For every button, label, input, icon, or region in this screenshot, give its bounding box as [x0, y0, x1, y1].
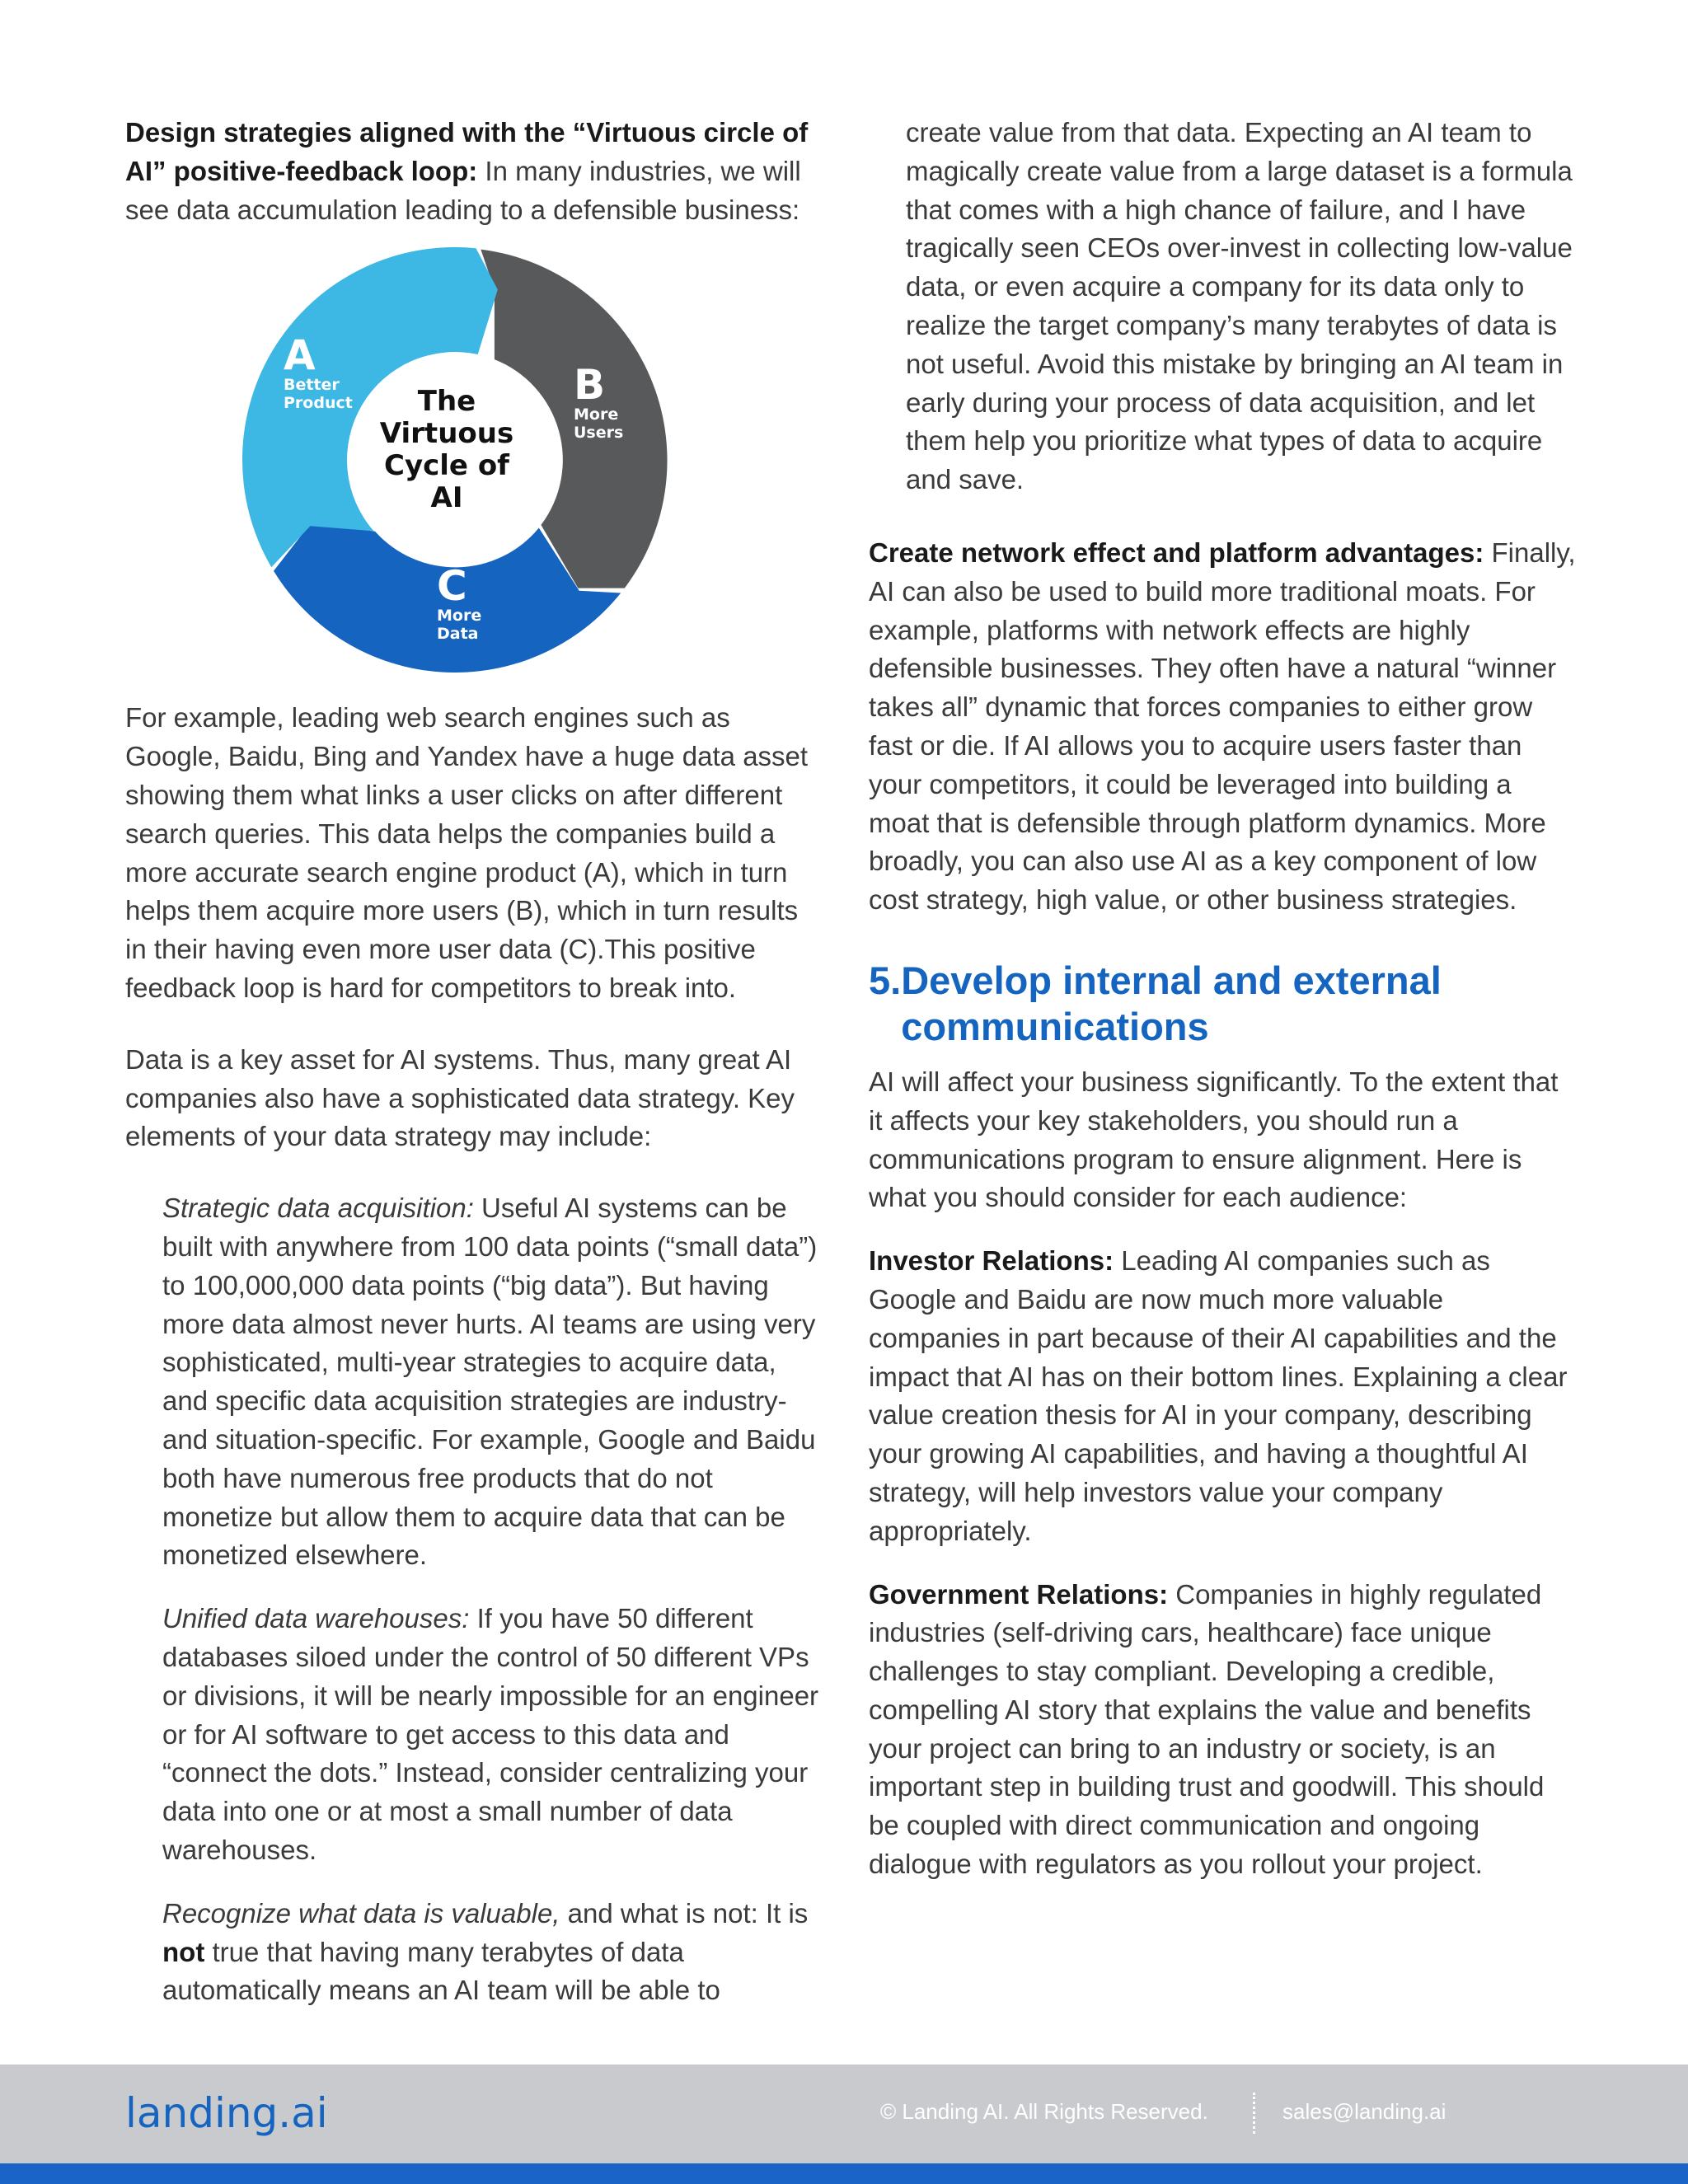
investor-relations-label: Investor Relations: — [869, 1245, 1114, 1277]
valuable-data-text-2: true that having many terabytes of data automatically means an AI team will be able to — [162, 1936, 720, 2006]
valuable-data-bold: not — [162, 1936, 205, 1967]
data-acquisition-label: Strategic data acquisition: — [162, 1193, 474, 1224]
data-warehouse-text: If you have 50 different databases siloed under the control of 50 different VPs or divisions, it will be nearly impossible for an engineer or for AI software to get access to this data and “connect the dots.” Instead, consider centralizing your data into one or at most a small number of data warehouses. — [162, 1603, 819, 1865]
data-warehouse-label: Unified data warehouses: — [162, 1603, 470, 1634]
footer-email: sales@landing.ai — [1282, 2099, 1447, 2124]
cycle-center-title: The Virtuous Cycle of AI — [379, 385, 514, 515]
virtuous-cycle-diagram — [241, 246, 669, 674]
valuable-data-item — [125, 1895, 826, 2010]
investor-relations-text: Leading AI companies such as Google and Baidu are now much more valuable companies in part because of their AI capabilities and the impact that AI has on their bottom lines. Explaining a clear value creation thesis for AI in your company, describing your growing AI capabilities, and having a thoughtful AI strategy, will help investors value your company appropriately. — [869, 1245, 1568, 1546]
intro-bold: Design strategies aligned with the “Virtuous circle of AI” positive-feedback loop: — [125, 117, 809, 186]
investor-relations-paragraph — [869, 1242, 1578, 1550]
bottom-accent-bar — [0, 2163, 1688, 2184]
valuable-data-label: Recognize what data is valuable, — [162, 1897, 560, 1929]
copyright-text: © Landing AI. All Rights Reserved. — [880, 2099, 1208, 2124]
data-asset-paragraph: Data is a key asset for AI systems. Thus, many great AI companies also have a sophisticated data strategy. Key elements of your data strategy may include: — [125, 1043, 795, 1152]
data-acquisition-item — [125, 1189, 826, 1575]
data-warehouse-item — [125, 1600, 826, 1870]
valuable-data-text-1: and what is not: It is — [560, 1897, 809, 1929]
communications-intro: AI will affect your business significantly. To the extent that it affects your key stakeholders, you should run a communications program to ensure alignment. Here is what you should consider for each audience: — [869, 1066, 1559, 1213]
network-effect-paragraph — [869, 534, 1578, 920]
footer-divider — [1253, 2093, 1255, 2134]
government-relations-text: Companies in highly regulated industries (self-driving cars, healthcare) face unique challenges to stay compliant. Developing a credible, compelling AI story that explains the value and benefits your project can bring to an industry or society, is an important step in building trust and goodwill. This should be coupled with direct communication and ongoing dialogue with regulators as you rollout your project. — [869, 1578, 1545, 1880]
landing-ai-logo: landing.ai — [125, 2089, 328, 2137]
network-effect-label: Create network effect and platform advantages: — [869, 537, 1484, 568]
segment-c-label: C More Data — [437, 562, 482, 644]
segment-b-label: B More Users — [574, 361, 624, 443]
intro-rest: In many industries, we will see data accumulation leading to a defensible business: — [125, 155, 801, 225]
network-effect-text: Finally, AI can also be used to build more traditional moats. For example, platforms with network effects are highly defensible businesses. They often have a natural “winner takes all” dynamic that forces companies to either grow fast or die. If AI allows you to acquire users faster than your competitors, it could be leveraged into building a moat that is defensible through platform dynamics. More broadly, you can also use AI as a key component of low cost strategy, high value, or other business strategies. — [869, 537, 1576, 916]
intro-paragraph — [125, 114, 826, 229]
government-relations-label: Government Relations: — [869, 1578, 1169, 1610]
segment-a-label: A Better Product — [284, 331, 353, 413]
page-footer — [0, 2064, 1688, 2163]
section-title: Develop internal and external communications — [901, 958, 1442, 1048]
data-acquisition-text: Useful AI systems can be built with anywhere from 100 data points (“small data”) to 100,000,000 data points (“big data”). But having more data almost never hurts. AI teams are using very sophisticated, multi-year strategies to acquire data, and specific data acquisition strategies are industry- and situation-specific. For example, Google and Baidu both have numerous free products that do not monetize but allow them to acquire data that can be monetized elsewhere. — [162, 1193, 818, 1571]
example-paragraph: For example, leading web search engines such as Google, Baidu, Bing and Yandex have a huge data asset showing them what links a user clicks on after different search queries. This data helps the companies build a more accurate search engine product (A), which in turn helps them acquire more users (B), which in turn results in their having even more user data (C).This positive feedback loop is hard for competitors to break into. — [125, 702, 809, 1003]
section-number: 5. — [869, 958, 902, 1002]
government-relations-paragraph — [869, 1576, 1578, 1884]
continuation-paragraph: create value from that data. Expecting an AI team to magically create value from a large dataset is a formula that comes with a high chance of failure, and I have tragically seen CEOs over-invest in collecting low-value data, or even acquire a company for its data only to realize the target company’s many terabytes of data is not useful. Avoid this mistake by bringing an AI team in early during your process of data acquisition, and let them help you prioritize what types of data to acquire and save. — [906, 117, 1573, 495]
left-column — [125, 114, 826, 2010]
section-heading — [869, 958, 1578, 1050]
right-column — [869, 114, 1578, 1884]
